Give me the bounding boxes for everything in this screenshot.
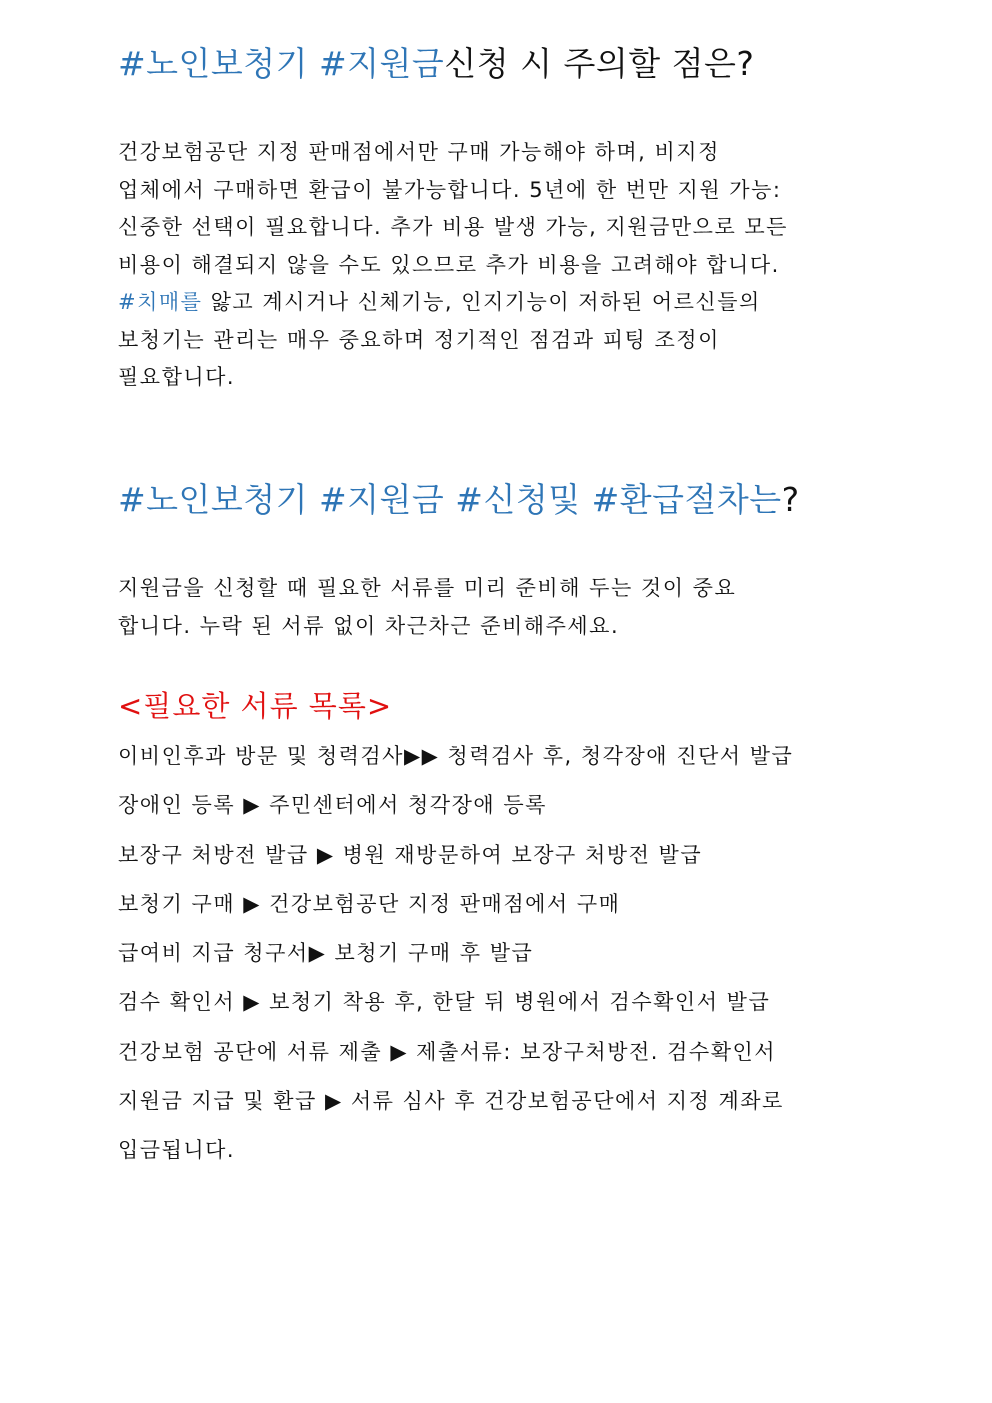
section1-heading-tags: #노인보청기 #지원금 bbox=[118, 44, 445, 83]
paragraph-line: 필요합니다. bbox=[118, 365, 236, 389]
dementia-tag: #치매를 bbox=[118, 290, 203, 314]
paragraph-line: 비용이 해결되지 않을 수도 있으므로 추가 비용을 고려해야 합니다. bbox=[118, 252, 780, 277]
documents-title: <필요한 서류 목록> bbox=[118, 689, 393, 723]
section1-heading-rest: 신청 시 주의할 점은? bbox=[444, 44, 755, 83]
documents-list bbox=[118, 741, 793, 1185]
section1-paragraph bbox=[118, 134, 878, 397]
list-item: 검수 확인서 ▶ 보청기 착용 후, 한달 뒤 병원에서 검수확인서 발급 bbox=[118, 990, 771, 1015]
list-item: 지원금 지급 및 환급 ▶ 서류 심사 후 건강보험공단에서 지정 계좌로 bbox=[118, 1089, 784, 1114]
paragraph-line: 지원금을 신청할 때 필요한 서류를 미리 준비해 두는 것이 중요 bbox=[118, 576, 737, 600]
paragraph-line: 업체에서 구매하면 환급이 불가능합니다. 5년에 한 번만 지원 가능: bbox=[118, 177, 782, 202]
list-item: 급여비 지급 청구서▶ 보청기 구매 후 발급 bbox=[118, 941, 534, 966]
paragraph-line: 보청기는 관리는 매우 중요하며 정기적인 점검과 피팅 조정이 bbox=[118, 327, 720, 352]
paragraph-line: 신중한 선택이 필요합니다. 추가 비용 발생 가능, 지원금만으로 모든 bbox=[118, 215, 788, 239]
paragraph-line: 건강보험공단 지정 판매점에서만 구매 가능해야 하며, 비지정 bbox=[118, 140, 720, 164]
section2-heading-end: ? bbox=[781, 480, 800, 519]
section1-heading bbox=[118, 44, 754, 84]
paragraph-line-tagged bbox=[118, 284, 878, 322]
section2-heading-tags: #노인보청기 #지원금 #신청및 #환급절차는 bbox=[118, 480, 782, 519]
list-item: 장애인 등록 ▶ 주민센터에서 청각장애 등록 bbox=[118, 793, 547, 818]
paragraph-line-rest: 앓고 계시거나 신체기능, 인지기능이 저하된 어르신들의 bbox=[202, 290, 761, 314]
list-item: 입금됩니다. bbox=[118, 1138, 236, 1163]
section2-heading bbox=[118, 480, 800, 520]
list-item: 보장구 처방전 발급 ▶ 병원 재방문하여 보장구 처방전 발급 bbox=[118, 842, 703, 867]
list-item: 건강보험 공단에 서류 제출 ▶ 제출서류: 보장구처방전. 검수확인서 bbox=[118, 1039, 777, 1064]
list-item: 보청기 구매 ▶ 건강보험공단 지정 판매점에서 구매 bbox=[118, 891, 621, 916]
list-item: 이비인후과 방문 및 청력검사▶▶ 청력검사 후, 청각장애 진단서 발급 bbox=[118, 744, 794, 768]
section2-paragraph bbox=[118, 570, 878, 645]
paragraph-line: 합니다. 누락 된 서류 없이 차근차근 준비해주세요. bbox=[118, 613, 620, 638]
